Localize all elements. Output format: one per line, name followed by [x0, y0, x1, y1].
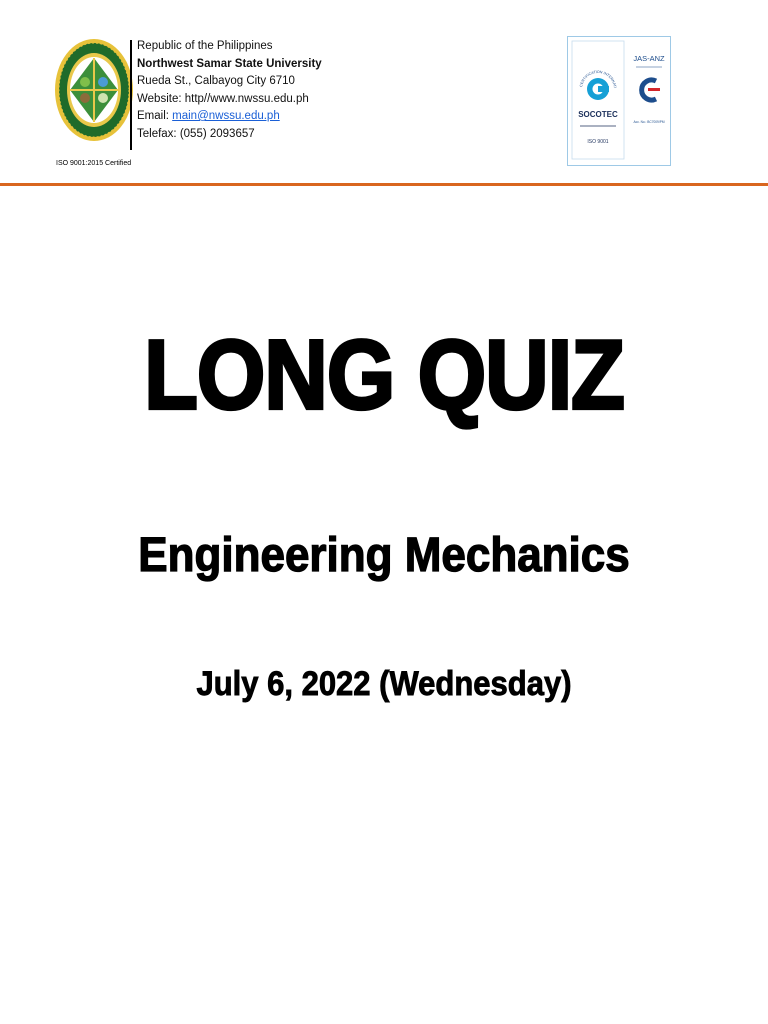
socotec-brand: SOCOTEC [578, 110, 618, 119]
socotec-ring-text: CERTIFICATION INTERNATI [579, 69, 617, 89]
jasanz-accreditation: Acc. No.: BC7009/PM [633, 120, 665, 124]
street-address: Rueda St., Calbayog City 6710 [137, 75, 295, 87]
country-label: Republic of the Philippines [137, 40, 273, 52]
header-rule [0, 183, 768, 186]
email-label: Email: [137, 110, 173, 122]
socotec-logo-icon [568, 37, 628, 165]
letterhead [0, 0, 768, 186]
email-link[interactable]: main@nwssu.edu.ph [172, 110, 280, 122]
header-divider [130, 40, 132, 150]
website-label: Website: http//www.nwssu.edu.ph [137, 92, 309, 105]
jasanz-brand: JAS-ANZ [633, 54, 665, 63]
certification-badges [567, 36, 671, 166]
email-line [137, 108, 322, 126]
iso-certified-label: ISO 9001:2015 Certified [56, 160, 132, 167]
university-name: Northwest Samar State University [137, 57, 322, 70]
subject-heading: Engineering Mechanics [138, 528, 630, 582]
telefax-label: Telefax: (055) 2093657 [137, 127, 255, 140]
socotec-iso: ISO 9001 [587, 139, 609, 145]
jasanz-logo-icon [628, 37, 670, 165]
page-title: LONG QUIZ [144, 319, 624, 430]
university-address-block [137, 38, 322, 143]
quiz-date: July 6, 2022 (Wednesday) [196, 664, 572, 703]
university-seal-icon [54, 38, 134, 142]
